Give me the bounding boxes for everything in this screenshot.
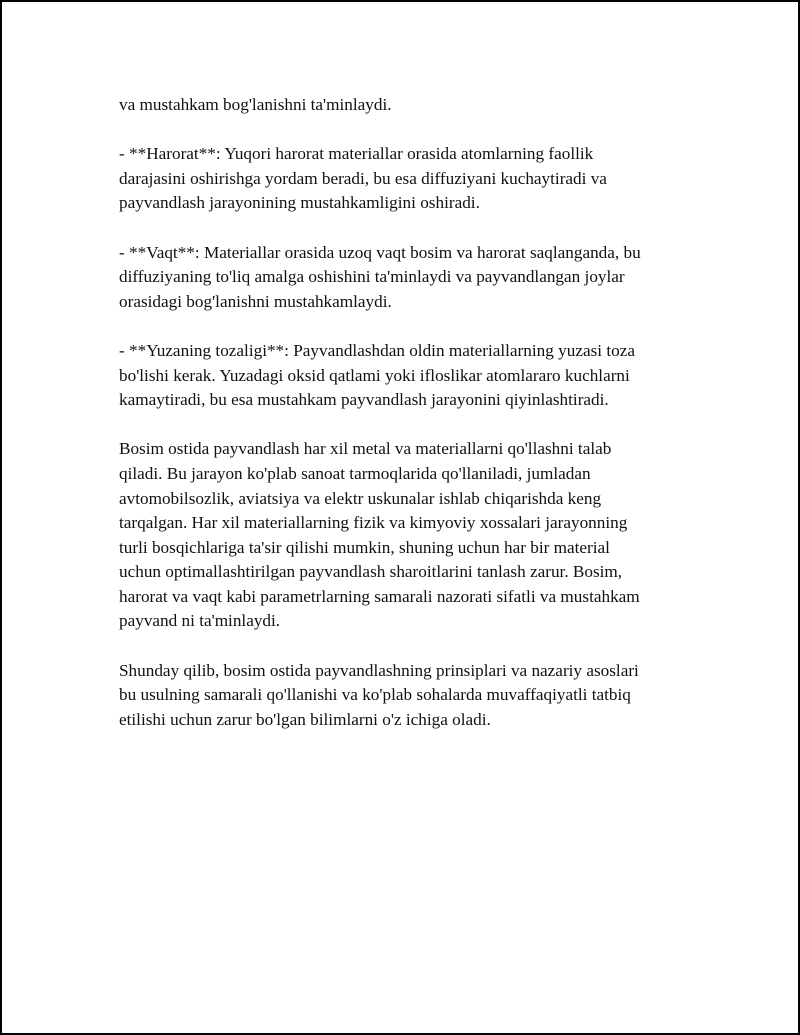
paragraph-surface-cleanliness: - **Yuzaning tozaligi**: Payvandlashdan oldin materiallarning yuzasi toza bo'lishi kerak. Yuzadagi oksid qatlami yoki ifloslikar atomlararo kuchlarni kamaytiradi, bu esa mustahkam payvandlash jarayonini qiyinlashtiradi.	[119, 340, 635, 410]
paragraph-bonding-continuation: va mustahkam bog'lanishni ta'minlaydi.	[119, 95, 392, 114]
paragraph-temperature: - **Harorat**: Yuqori harorat materiallar orasida atomlarning faollik darajasini oshirishga yordam beradi, bu esa diffuziyani kuchaytiradi va payvandlash jarayonining mustahkamligini oshiradi.	[119, 144, 607, 213]
document-body	[119, 93, 699, 757]
paragraph-conclusion: Shunday qilib, bosim ostida payvandlashning prinsiplari va nazariy asoslari bu usulning samarali qo'llanishi va ko'plab sohalarda muvaffaqiyatli tatbiq etilishi uchun zarur bo'lgan bilimlarni o'z ichiga oladi.	[119, 660, 639, 729]
paragraph-time: - **Vaqt**: Materiallar orasida uzoq vaqt bosim va harorat saqlanganda, bu diffuziyaning to'liq amalga oshishini ta'minlaydi va payvandlangan joylar orasidagi bog'lanishni mustahkamlaydi.	[119, 242, 641, 311]
paragraph-pressure-welding-applications: Bosim ostida payvandlash har xil metal va materiallarni qo'llashni talab qiladi. Bu jarayon ko'plab sanoat tarmoqlarida qo'llaniladi, jumladan avtomobilsozlik, aviatsiya va elektr uskunalar ishlab chiqarishda keng tarqalgan. Har xil materiallarning fizik va kimyoviy xossalari jarayonning turli bosqichlariga ta'sir qilishi mumkin, shuning uchun har bir material uchun optimallashtirilgan payvandlash sharoitlarini tanlash zarur. Bosim, harorat va vaqt kabi parametrlarning samarali nazorati sifatli va mustahkam payvand ni ta'minlaydi.	[119, 439, 640, 631]
